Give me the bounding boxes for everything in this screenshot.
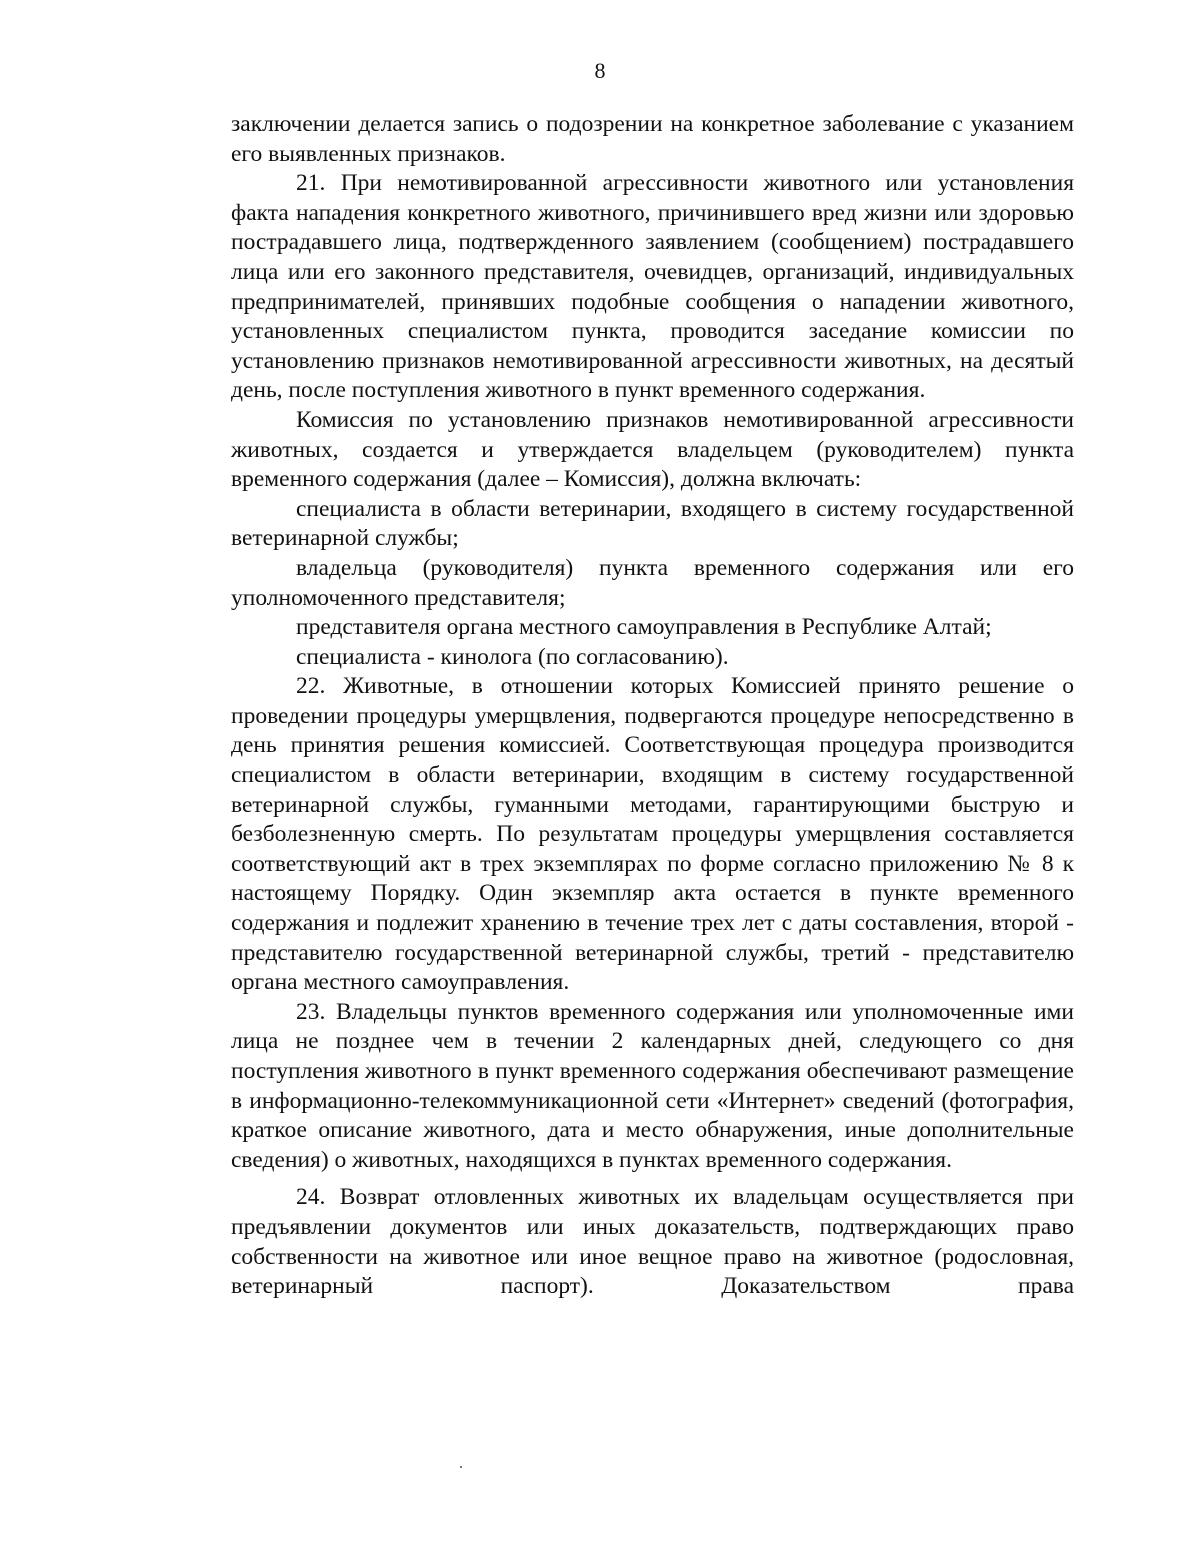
page-number: 8 [594, 58, 606, 83]
paragraph-commission: Комиссия по установлению признаков немотивированной агрессивности животных, создается и утверждается владельцем (руководителем) пункта временного содержания (далее – Комиссия), должна включать: [231, 406, 1074, 493]
paragraph-24: 24. Возврат отловленных животных их владельцам осуществляется при предъявлении документов или иных доказательств, подтверждающих право собственности на животное или иное вещное право на животное (родословная, ветеринарный паспорт). Доказательством права [231, 1184, 1074, 1300]
paragraph-21: 21. При немотивированной агрессивности животного или установления факта нападения конкретного животного, причинившего вред жизни или здоровью пострадавшего лица, подтвержденного заявлением (сообщением) пострадавшего лица или его законного представителя, очевидцев, организаций, индивидуальных предпринимателей, принявших подобные сообщения о нападении животного, установленных специалистом пункта, проводится заседание комиссии по установлению признаков немотивированной агрессивности животных, на десятый день, после поступления животного в пункт временного содержания. [231, 170, 1074, 404]
paragraph-22: 22. Животные, в отношении которых Комиссией принято решение о проведении процедуры умерщвления, подвергаются процедуре непосредственно в день принятия решения комиссией. Соответствующая процедура производится специалистом в области ветеринарии, входящим в систему государственной ветеринарной службы, гуманными методами, гарантирующими быструю и безболезненную смерть. По результатам процедуры умерщвления составляется соответствующий акт в трех экземплярах по форме согласно приложению № 8 к настоящему Порядку. Один экземпляр акта остается в пункте временного содержания и подлежит хранению в течение трех лет с даты составления, второй - представителю государственной ветеринарной службы, третий - представителю органа местного самоуправления. [231, 673, 1074, 996]
scan-speck [460, 1466, 462, 1468]
list-item-owner: владельца (руководителя) пункта временного содержания или его уполномоченного представителя; [231, 554, 1074, 611]
paragraph-23: 23. Владельцы пунктов временного содержания или уполномоченные ими лица не позднее чем в течении 2 календарных дней, следующего со дня поступления животного в пункт временного содержания обеспечивают размещение в информационно-телекоммуникационной сети «Интернет» сведений (фотография, краткое описание животного, дата и место обнаружения, иные дополнительные сведения) о животных, находящихся в пунктах временного содержания. [231, 998, 1074, 1173]
list-item-cynologist: специалиста - кинолога (по согласованию). [296, 643, 729, 670]
list-item-vet-specialist: специалиста в области ветеринарии, входящего в систему государственной ветеринарной службы; [231, 495, 1074, 552]
paragraph-continuation: заключении делается запись о подозрении на конкретное заболевание с указанием его выявленных признаков. [231, 111, 1074, 167]
list-item-local-government: представителя органа местного самоуправления в Республике Алтай; [296, 614, 992, 641]
document-body [231, 110, 1074, 1302]
